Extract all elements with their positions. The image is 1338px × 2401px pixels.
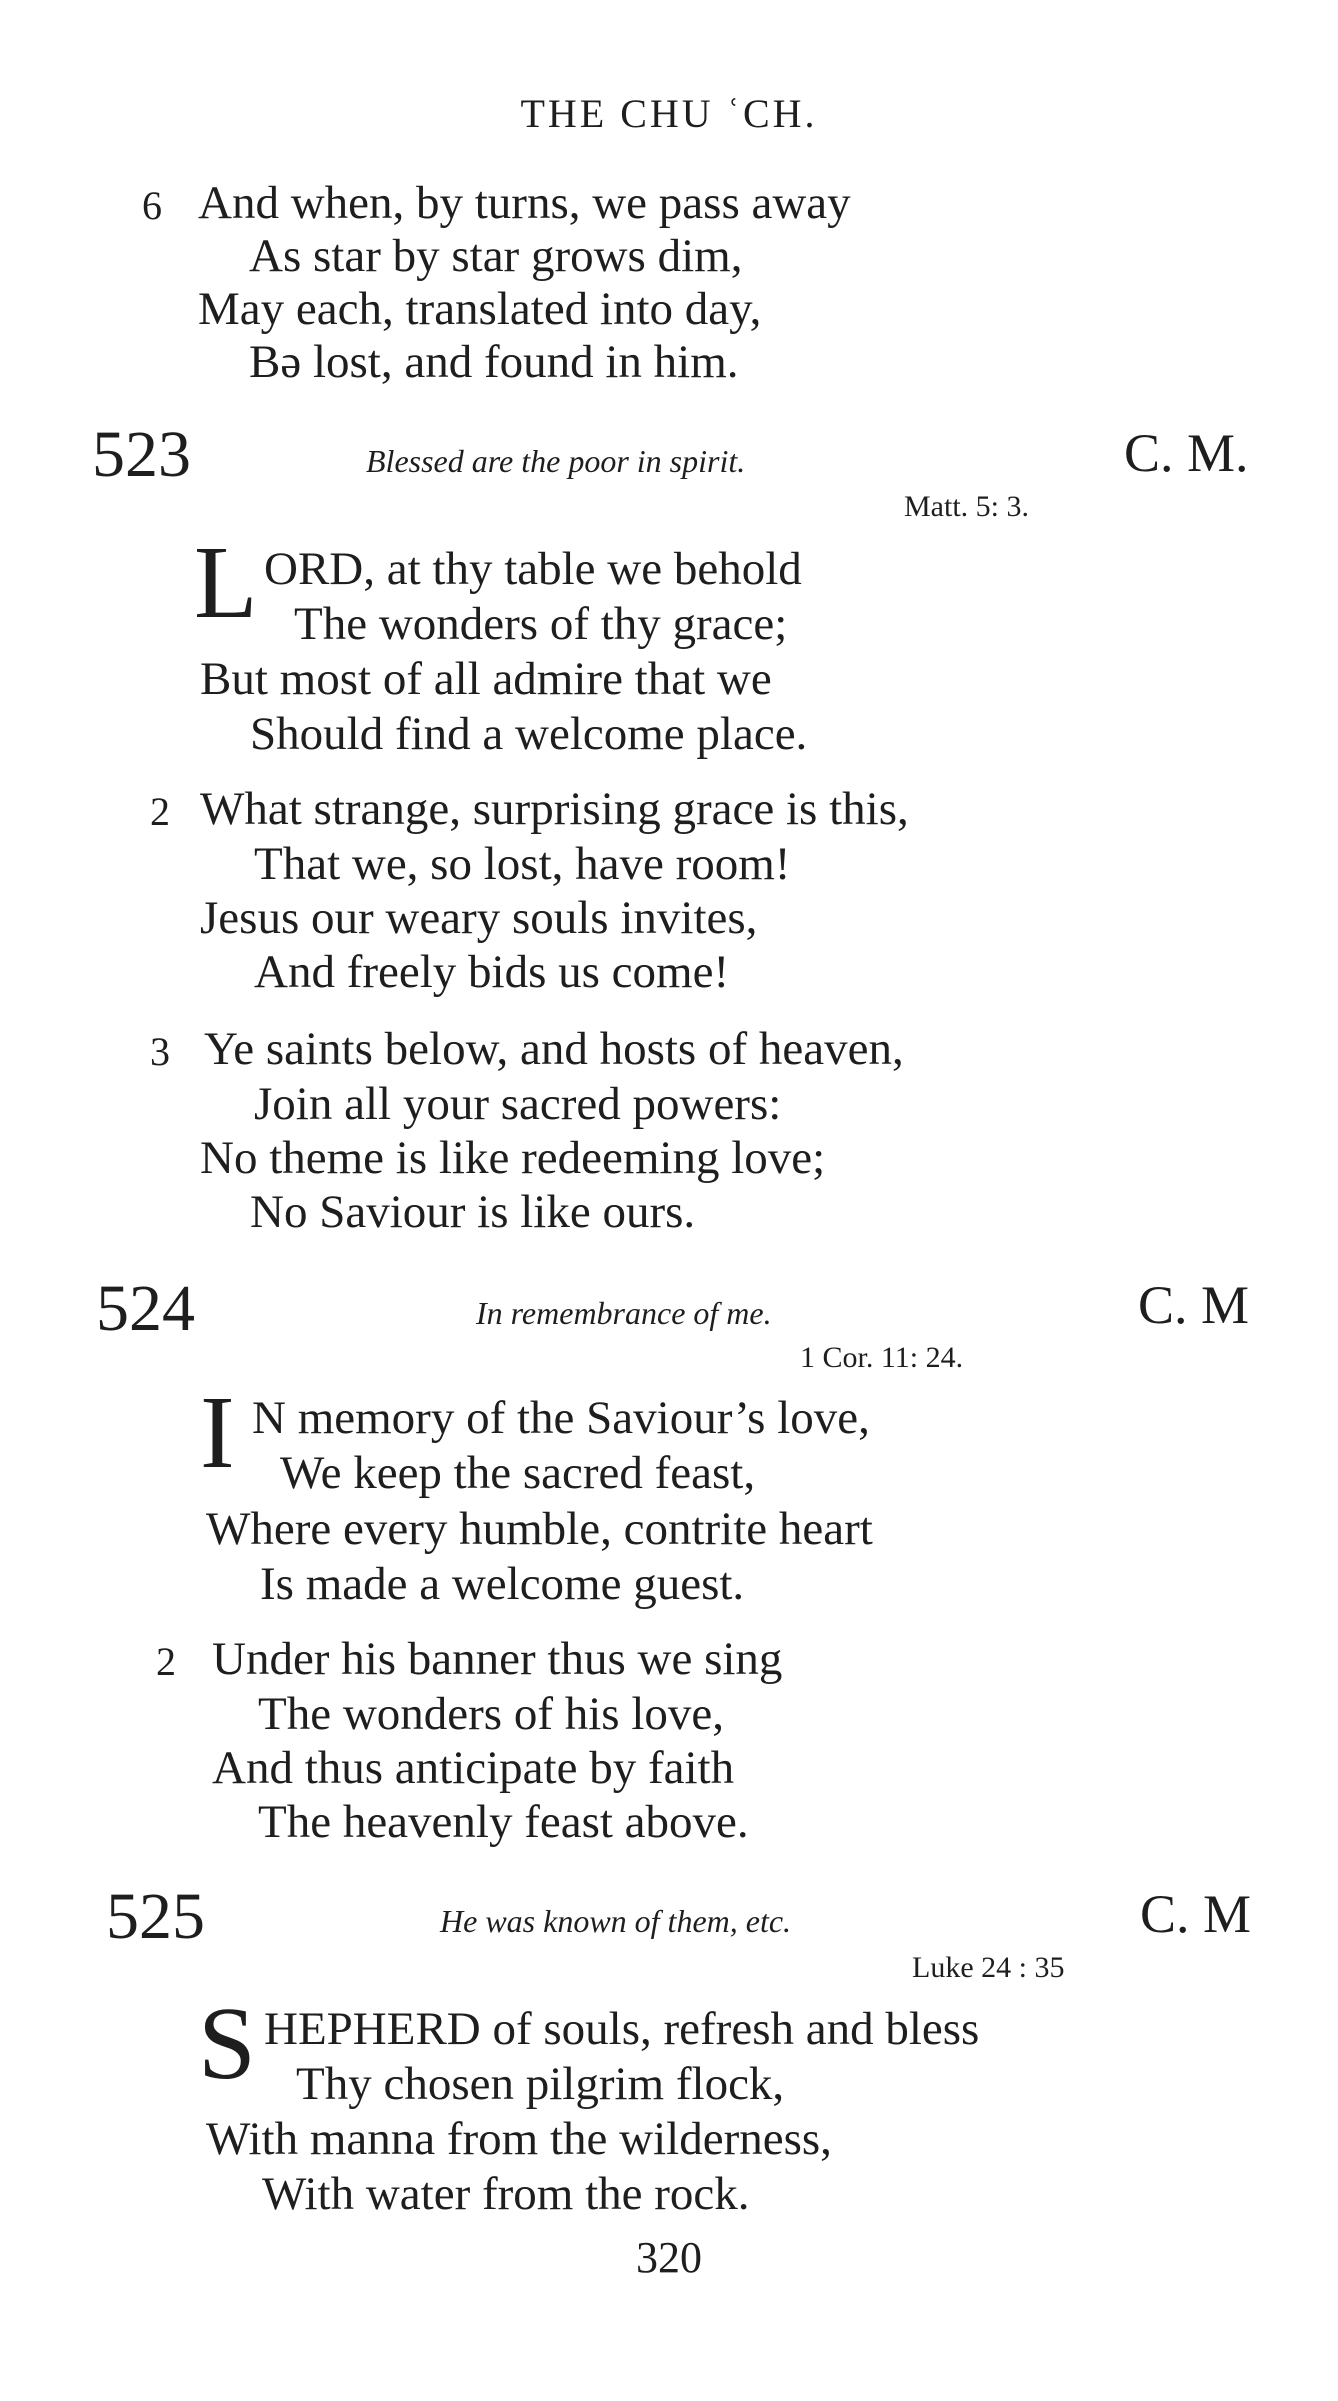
verse-line: As star by star grows dim,	[249, 230, 743, 282]
verse-line: Thy chosen pilgrim flock,	[296, 2058, 785, 2110]
verse-line: But most of all admire that we	[200, 653, 772, 705]
verse-line: Where every humble, contrite heart	[206, 1503, 873, 1555]
verse-line: Under his banner thus we sing	[212, 1633, 783, 1685]
drop-cap: L	[194, 525, 258, 640]
verse-line: That we, so lost, have room!	[254, 838, 791, 890]
scripture-reference: 1 Cor. 11: 24.	[800, 1341, 964, 1374]
verse-line: Join all your sacred powers:	[254, 1078, 782, 1130]
verse-line: N memory of the Saviour’s love,	[252, 1392, 870, 1444]
stanza-number: 6	[142, 183, 162, 228]
verse-line: ORD, at thy table we behold	[264, 543, 802, 595]
verse-line: Bə lost, and found in him.	[249, 336, 739, 388]
stanza-number: 2	[156, 1639, 176, 1684]
verse-line: The wonders of thy grace;	[294, 598, 788, 650]
verse-line: We keep the sacred feast,	[280, 1447, 756, 1499]
verse-line: No theme is like redeeming love;	[200, 1132, 826, 1184]
verse-line: And when, by turns, we pass away	[198, 177, 851, 229]
hymn-subtitle: Blessed are the poor in spirit.	[366, 443, 746, 479]
scripture-reference: Matt. 5: 3.	[904, 490, 1029, 523]
verse-line: And freely bids us come!	[254, 946, 730, 998]
verse-line: Ye saints below, and hosts of heaven,	[204, 1023, 904, 1075]
verse-line: The heavenly feast above.	[258, 1796, 749, 1848]
verse-line: With manna from the wilderness,	[206, 2113, 832, 2165]
verse-line: What strange, surprising grace is this,	[200, 783, 909, 835]
stanza-number: 2	[150, 789, 170, 834]
verse-line: No Saviour is like ours.	[250, 1186, 696, 1238]
drop-cap: S	[198, 1986, 256, 2101]
verse-line: HEPHERD of souls, refresh and bless	[264, 2003, 980, 2055]
verse-line: The wonders of his love,	[258, 1688, 724, 1740]
verse-line: Should find a welcome place.	[250, 708, 808, 760]
hymn-subtitle: He was known of them, etc.	[440, 1903, 792, 1939]
hymn-meter: C. M.	[1124, 423, 1249, 483]
scripture-reference: Luke 24 : 35	[912, 1951, 1065, 1984]
hymn-number: 524	[96, 1272, 195, 1345]
page-number: 320	[636, 2233, 702, 2282]
hymn-subtitle: In remembrance of me.	[476, 1295, 772, 1331]
drop-cap: I	[200, 1375, 235, 1490]
hymn-meter: C. M	[1138, 1275, 1250, 1335]
verse-line: Jesus our weary souls invites,	[200, 892, 758, 944]
hymn-meter: C. M	[1140, 1884, 1252, 1944]
hymn-number: 525	[106, 1880, 205, 1953]
verse-line: With water from the rock.	[262, 2168, 750, 2220]
verse-line: Is made a welcome guest.	[260, 1558, 745, 1610]
stanza-number: 3	[150, 1029, 170, 1074]
verse-line: May each, translated into day,	[198, 283, 762, 335]
hymn-number: 523	[92, 418, 191, 491]
verse-line: And thus anticipate by faith	[212, 1742, 735, 1794]
running-header: THE CHU ʿCH.	[520, 91, 818, 136]
